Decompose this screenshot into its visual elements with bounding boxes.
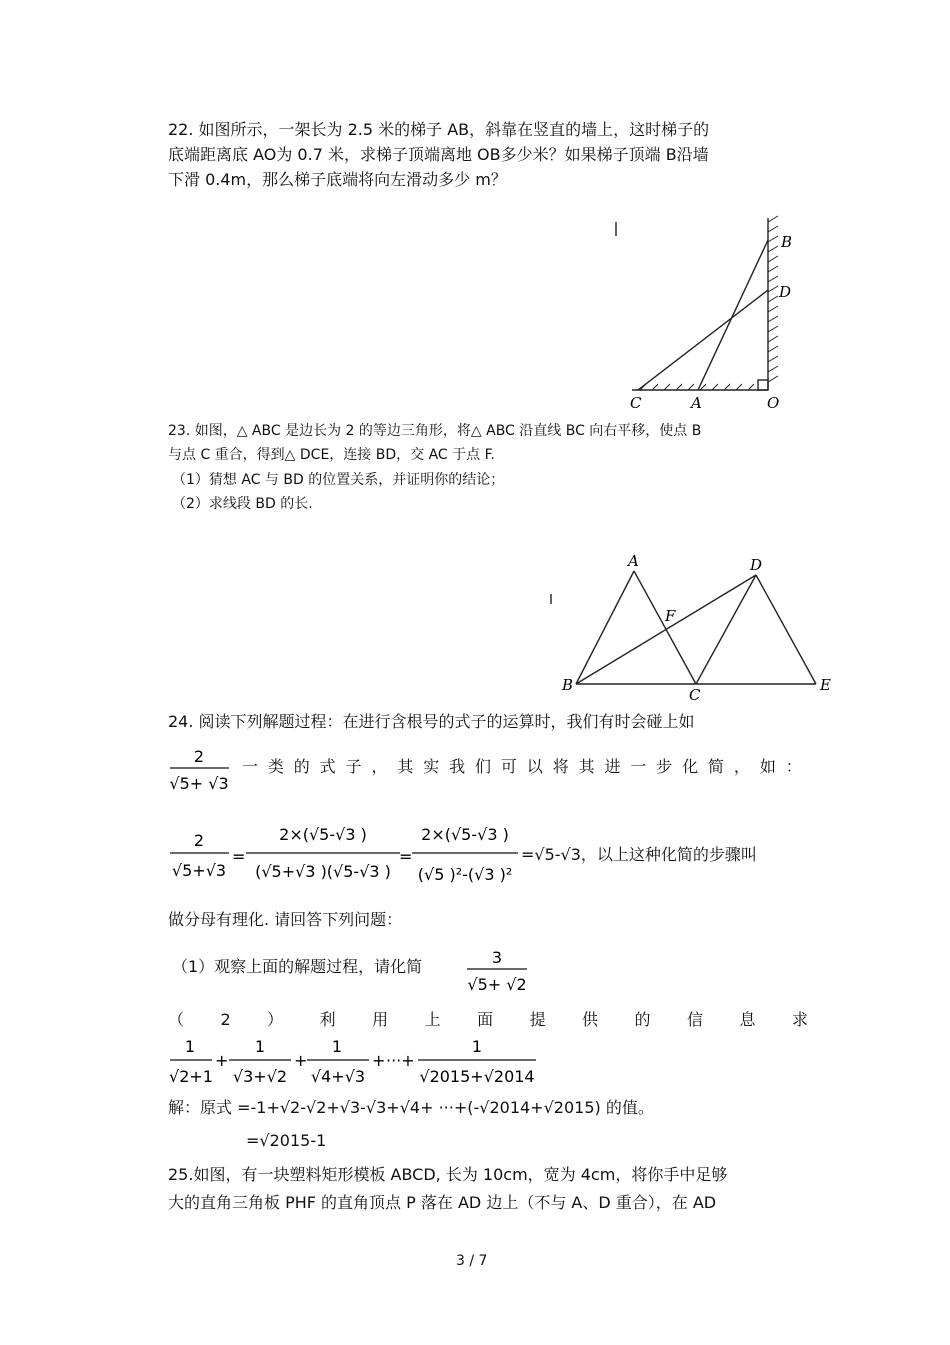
q24-line2-char: 将: [552, 757, 569, 776]
label-C-triangle: C: [689, 686, 701, 704]
q24-line2-char: 子: [345, 757, 362, 776]
q24-line2-char: ：: [785, 757, 802, 776]
label-C-ladder: C: [630, 394, 642, 412]
q24-line1: 24. 阅读下列解题过程：在进行含根号的式子的运算时，我们有时会碰上如: [168, 712, 695, 731]
q24-part2-char: 上: [424, 1010, 441, 1029]
label-D-triangle: D: [750, 556, 763, 574]
sum-term3-num: 1: [331, 1037, 343, 1056]
eq-frac2-num: 2×(√5-√3 ): [279, 825, 367, 844]
q24-part2-char: 面: [477, 1010, 494, 1029]
q24-line2-char: 一: [242, 757, 259, 776]
sum-term2-num: 1: [254, 1037, 266, 1056]
q24-part2-char: 求: [791, 1010, 808, 1029]
q24-part2-char: 信: [687, 1010, 704, 1029]
q24-line2-char: 类: [267, 757, 284, 776]
q24-line2-char: 其: [578, 757, 595, 776]
label-B-ladder: B: [781, 233, 793, 251]
sum-term2-den: √3+√2: [232, 1067, 288, 1086]
eq-frac1-num: 2: [193, 831, 205, 850]
q24-part2-char: 2: [220, 1010, 231, 1029]
q24-line2-char: 们: [475, 757, 492, 776]
label-B-triangle: B: [562, 676, 574, 694]
sum-dots: ···+: [386, 1051, 415, 1070]
label-E-triangle: E: [820, 676, 831, 694]
q24-part2-char: 供: [582, 1010, 599, 1029]
q23-line2: 与点 C 重合，得到△ DCE，连接 BD，交 AC 于点 F.: [168, 447, 495, 463]
q24-solution-1: 解：原式 =-1+√2-√2+√3-√3+√4+ ···+(-√2014+√2015) 的值。: [168, 1098, 654, 1117]
q24-line2-char: ，: [733, 757, 750, 776]
eq-frac3-den: (√5 )²-(√3 )²: [417, 865, 513, 884]
label-D-ladder: D: [779, 283, 792, 301]
q22-line1: 22. 如图所示，一架长为 2.5 米的梯子 AB，斜靠在竖直的墙上，这时梯子的: [168, 120, 710, 139]
label-F-triangle: F: [665, 607, 676, 625]
q24-line2-char: 化: [682, 757, 699, 776]
q24-part2-char: 提: [529, 1010, 546, 1029]
q24-line2-char: 式: [319, 757, 336, 776]
sum-term4-den: √2015+√2014: [419, 1067, 535, 1086]
q23-line3: （1）猜想 AC 与 BD 的位置关系，并证明你的结论；: [172, 472, 505, 488]
q24-line2-char: 我: [449, 757, 466, 776]
frac-intro-den: √5+ √3: [169, 774, 229, 793]
eq-frac2-den: (√5+√3 )(√5-√3 ): [255, 862, 391, 881]
eq-equals-2: =: [399, 847, 413, 866]
q24-part1: （1）观察上面的解题过程，请化简: [172, 957, 423, 976]
q24-line4: 做分母有理化. 请回答下列问题：: [168, 910, 403, 929]
q24-line2-char: 简: [708, 757, 725, 776]
q24-part2-char: （: [168, 1010, 185, 1029]
frac-intro-num: 2: [193, 747, 205, 766]
sum-plus-1: +: [215, 1051, 229, 1070]
q24-part2-char: 的: [634, 1010, 651, 1029]
q23-line4: （2）求线段 BD 的长.: [172, 496, 313, 512]
q22-line2: 底端距离底 AO为 0.7 米，求梯子顶端离地 OB多少米？如果梯子顶端 B沿墙: [168, 145, 709, 164]
q22-line3: 下滑 0.4m，那么梯子底端将向左滑动多少 m？: [168, 170, 507, 189]
q24-solution-2: =√2015-1: [246, 1131, 327, 1150]
q24-part2-char: 用: [372, 1010, 389, 1029]
sum-plus-2: +: [294, 1051, 308, 1070]
q24-part2-char: 利: [319, 1010, 336, 1029]
sum-term1-num: 1: [184, 1037, 196, 1056]
q24-part2-char: 息: [739, 1010, 756, 1029]
sum-plus-3: +: [372, 1051, 386, 1070]
eq-equals-1: =: [232, 847, 246, 866]
q24-line2-char: 步: [656, 757, 673, 776]
q25-line2: 大的直角三角板 PHF 的直角顶点 P 落在 AD 边上（不与 A、D 重合），在 AD: [168, 1193, 717, 1212]
q24-line2-char: 进: [604, 757, 621, 776]
eq-frac1-den: √5+√3: [171, 861, 227, 880]
label-A-ladder: A: [691, 394, 702, 412]
q24-line2-char: ，: [371, 757, 388, 776]
q24-line2-char: 一: [630, 757, 647, 776]
label-A-triangle: A: [628, 552, 639, 570]
q24-line2-char: 可: [500, 757, 517, 776]
eq-result: =√5-√3，以上这种化简的步骤叫: [521, 845, 757, 864]
part1-den: √5+ √2: [467, 975, 527, 994]
part1-num: 3: [491, 948, 503, 967]
q24-line2-char: 其: [397, 757, 414, 776]
q24-line2-char: 如: [759, 757, 776, 776]
q24-part2-char: ）: [267, 1010, 284, 1029]
page-number: 3 / 7: [456, 1253, 488, 1269]
q24-line2-char: 的: [293, 757, 310, 776]
eq-frac3-num: 2×(√5-√3 ): [421, 825, 509, 844]
q24-line2-char: 以: [526, 757, 543, 776]
label-O-ladder: O: [767, 394, 780, 412]
sum-term4-num: 1: [471, 1037, 483, 1056]
q24-line2-char: 实: [423, 757, 440, 776]
q25-line1: 25.如图，有一块塑料矩形模板 ABCD, 长为 10cm，宽为 4cm，将你手中足够: [168, 1165, 728, 1184]
sum-term3-den: √4+√3: [310, 1067, 366, 1086]
q23-line1: 23. 如图，△ ABC 是边长为 2 的等边三角形，将△ ABC 沿直线 BC 向右平移，使点 B: [168, 423, 702, 439]
sum-term1-den: √2+1: [169, 1067, 213, 1086]
